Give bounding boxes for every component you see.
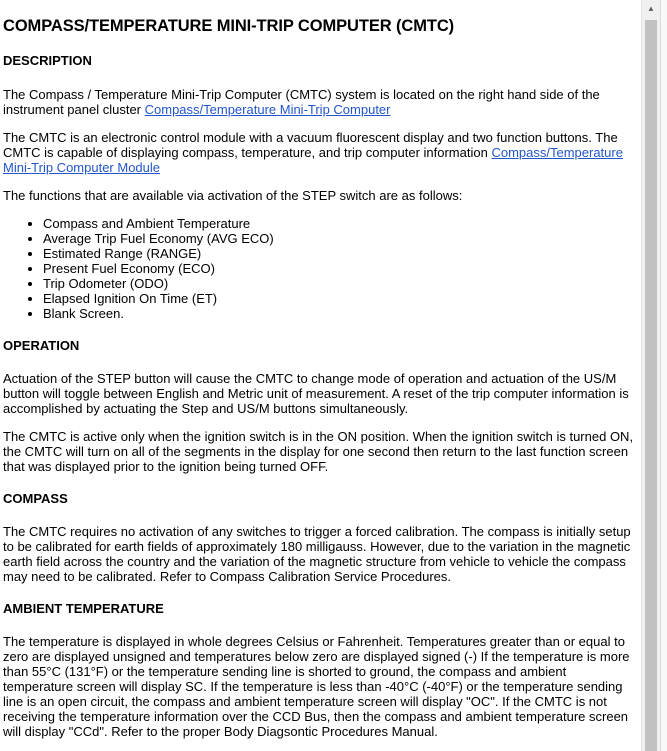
window-frame-edge bbox=[660, 0, 667, 751]
list-item: • Average Trip Fuel Economy (AVG ECO) bbox=[43, 231, 636, 246]
list-item: • Compass and Ambient Temperature bbox=[43, 216, 636, 231]
scroll-up-arrow-icon[interactable]: ▲ bbox=[647, 4, 655, 13]
description-paragraph-3: The functions that are available via activation of the STEP switch are as follows: bbox=[3, 188, 463, 203]
operation-paragraph-2: The CMTC is active only when the ignition switch is in the ON position. When the ignition switch is turned ON, the CMTC will turn on all of the segments in the display for one second then return to the last function screen that was displayed prior to the ignition being turned OFF. bbox=[3, 429, 634, 474]
scrollbar-thumb[interactable] bbox=[645, 20, 657, 751]
operation-paragraph-1: Actuation of the STEP button will cause the CMTC to change mode of operation and actuation of the US/M button will toggle between English and Metric unit of measurement. A reset of the trip computer information is accomplished by actuating the Step and US/M buttons simultaneously. bbox=[3, 371, 629, 416]
cmtc-link[interactable]: Compass/Temperature Mini-Trip Computer bbox=[144, 102, 391, 117]
description-paragraph-1 bbox=[3, 87, 636, 117]
functions-list bbox=[3, 216, 636, 321]
cmtc-module-link[interactable]: Compass/Temperature Mini-Trip Computer Module bbox=[3, 145, 623, 175]
list-item: • Blank Screen. bbox=[43, 306, 636, 321]
page-title: COMPASS/TEMPERATURE MINI-TRIP COMPUTER (CMTC) bbox=[3, 17, 455, 35]
compass-paragraph: The CMTC requires no activation of any switches to trigger a forced calibration. The compass is initially setup to be calibrated for earth fields of approximately 180 milligauss. However, due to the variation in the magnetic earth field across the country and the variation of the magnetic structure from vehicle to vehicle the compass may need to be calibrated. Refer to Compass Calibration Service Procedures. bbox=[3, 524, 631, 584]
list-item: • Elapsed Ignition On Time (ET) bbox=[43, 291, 636, 306]
list-item: • Trip Odometer (ODO) bbox=[43, 276, 636, 291]
description-heading: DESCRIPTION bbox=[3, 53, 92, 68]
ambient-temperature-heading: AMBIENT TEMPERATURE bbox=[3, 601, 164, 616]
operation-heading: OPERATION bbox=[3, 338, 80, 353]
description-paragraph-1-text: The Compass / Temperature Mini-Trip Computer (CMTC) system is located on the right hand side of the instrument panel cluster bbox=[3, 87, 600, 117]
ambient-temperature-paragraph: The temperature is displayed in whole degrees Celsius or Fahrenheit. Temperatures greater than or equal to zero are displayed unsigned and temperatures below zero are displayed signed (-) If the temperature is more than 55°C (131°F) or the temperature sending line is shorted to ground, the compass and ambient temperature screen will display SC. If the temperature is less than -40°C (-40°F) or the temperature sending line is an open circuit, the compass and ambient temperature screen will display "OC". If the CMTC is not receiving the temperature information over the CCD Bus, then the compass and ambient temperature screen will display "CCd". Refer to the proper Body Diagsontic Procedures Manual. bbox=[3, 634, 630, 739]
description-paragraph-2 bbox=[3, 130, 636, 175]
list-item: • Present Fuel Economy (ECO) bbox=[43, 261, 636, 276]
list-item: • Estimated Range (RANGE) bbox=[43, 246, 636, 261]
description-paragraph-2-text: The CMTC is an electronic control module with a vacuum fluorescent display and two function buttons. The CMTC is capable of displaying compass, temperature, and trip computer information bbox=[3, 130, 618, 160]
vertical-scrollbar[interactable] bbox=[641, 0, 660, 751]
compass-heading: COMPASS bbox=[3, 491, 68, 506]
